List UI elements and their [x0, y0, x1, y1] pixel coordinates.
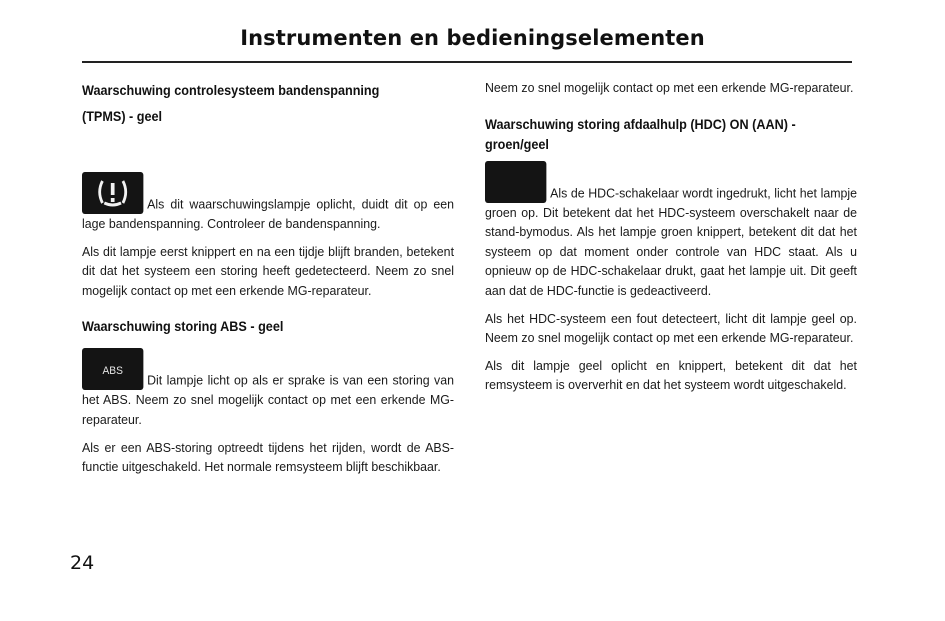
- abs-paragraph-1: [82, 348, 454, 429]
- tpms-paragraph-1-text: Als dit waarschuwingslampje oplicht, duidt dit op een lage bandenspanning. Controleer de bandenspanning.: [82, 196, 454, 231]
- page-number: 24: [70, 552, 95, 574]
- hdc-paragraph-2: Als het HDC-systeem een fout detecteert, licht dit lampje geel op. Neem zo snel mogelijk contact op met een erkende MG-reparateur.: [485, 310, 857, 346]
- abs-heading: Waarschuwing storing ABS - geel: [82, 319, 284, 335]
- hdc-heading-line2: groen/geel: [485, 136, 549, 152]
- tpms-paragraph-1: [82, 172, 454, 234]
- page-title: Instrumenten en bedieningselementen: [240, 26, 705, 50]
- hdc-paragraph-1-text: Als de HDC-schakelaar wordt ingedrukt, licht het lampje groen op. Dit betekent dat het HDC-systeem overschakelt naar de stand-bymodus. Als het lampje groen knippert, betekent dit dat het systeem op dat moment onder controle van HDC staat. Als u opnieuw op de HDC-schakelaar drukt, gaat het lampje uit. Dit geeft aan dat de HDC-functie is gedeactiveerd.: [485, 185, 857, 298]
- abs-paragraph-2: Als er een ABS-storing optreedt tijdens het rijden, wordt de ABS-functie uitgeschakeld. Het normale remsysteem blijft beschikbaar.: [82, 439, 454, 475]
- left-column: [82, 78, 454, 477]
- hdc-paragraph-1: [485, 161, 857, 301]
- tpms-paragraph-2: Als dit lampje eerst knippert en na een tijdje blijft branden, betekent dit dat het systeem een storing heeft gedetecteerd. Neem zo snel mogelijk contact op met een erkende MG-reparateur.: [82, 243, 454, 298]
- hdc-paragraph-3: Als dit lampje geel oplicht en knippert, betekent dit dat het remsysteem is oververhit en dat het systeem wordt uitgeschakeld.: [485, 357, 857, 393]
- tpms-warning-icon: [82, 172, 143, 214]
- hdc-heading-line1: Waarschuwing storing afdaalhulp (HDC) ON (AAN) -: [485, 116, 796, 132]
- hdc-warning-icon: [485, 161, 546, 203]
- abs-warning-icon: [82, 348, 143, 390]
- right-column: [485, 78, 857, 395]
- tpms-tyre-icon: [82, 172, 143, 214]
- tpms-heading-line1: Waarschuwing controlesysteem bandenspanning: [82, 83, 380, 98]
- continued-paragraph: Neem zo snel mogelijk contact op met een erkende MG-reparateur.: [485, 80, 854, 95]
- tpms-heading-line2: (TPMS) - geel: [82, 109, 163, 124]
- abs-icon-label: ABS: [102, 365, 123, 378]
- abs-paragraph-1-text: Dit lampje licht op als er sprake is van een storing van het ABS. Neem zo snel mogelijk contact op met een erkende MG-reparateur.: [82, 372, 454, 427]
- title-rule: [82, 61, 852, 63]
